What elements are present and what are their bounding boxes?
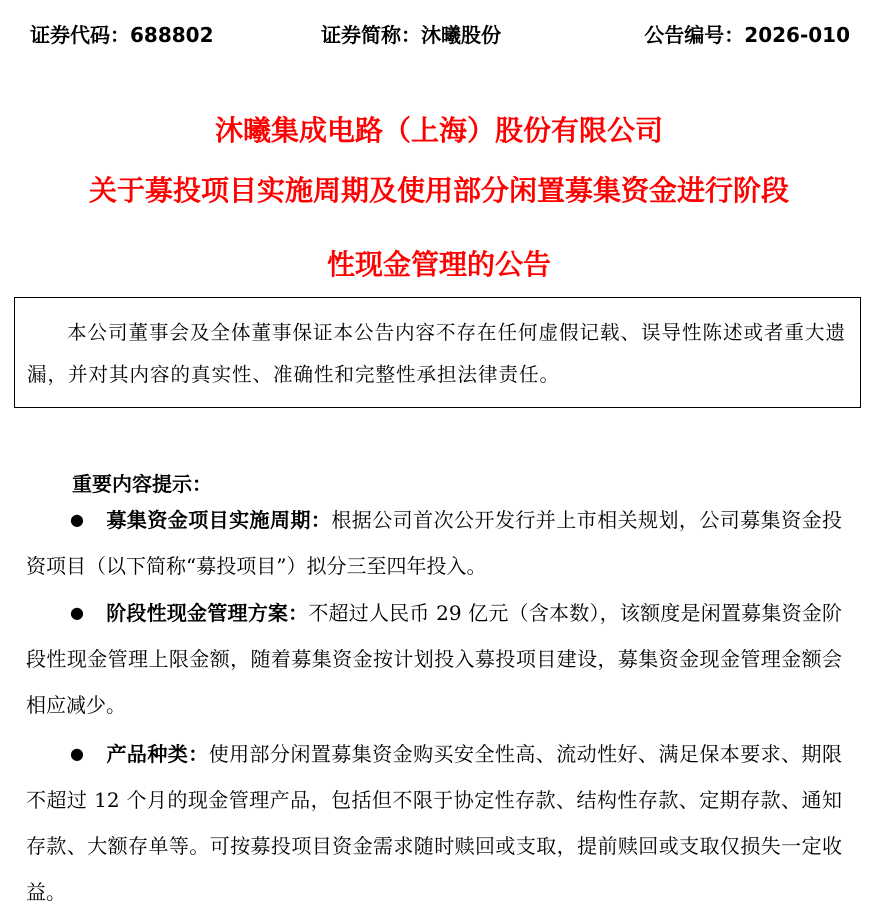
stock-abbreviation: 证券简称：沐曦股份: [321, 23, 501, 47]
key-points-heading: 重要内容提示：: [72, 472, 212, 496]
key-point-label: 产品种类：: [106, 742, 209, 766]
key-point-text: 使用部分闲置募集资金购买安全性高、流动性好、满足保本要求、期限不超过 12 个月的现金管理产品，包括但不限于协定性存款、结构性存款、定期存款、通知存款、大额存单等。可按募投项目资金需求随时赎回或支取，提前赎回或支取仅损失一定收益。: [26, 742, 843, 904]
bullet-icon: ●: [70, 603, 84, 622]
announcement-title-line-2: 性现金管理的公告: [326, 248, 551, 281]
board-statement-box: [14, 297, 861, 408]
bullet-icon: ●: [70, 744, 84, 763]
stock-code: 证券代码：688802: [30, 23, 214, 47]
announcement-title-line-1: 关于募投项目实施周期及使用部分闲置募集资金进行阶段: [88, 174, 789, 207]
key-point-item: [26, 731, 842, 915]
key-point-label: 募集资金项目实施周期：: [106, 508, 332, 532]
key-point-item: [26, 497, 842, 589]
announcement-number: 公告编号：2026-010: [644, 23, 850, 47]
key-point-item: [26, 590, 842, 728]
board-statement-text: 本公司董事会及全体董事保证本公告内容不存在任何虚假记载、误导性陈述或者重大遗漏，并对其内容的真实性、准确性和完整性承担法律责任。: [27, 321, 847, 386]
announcement-header: [30, 19, 850, 49]
key-point-text: 根据公司首次公开发行并上市相关规划，公司募集资金投资项目（以下简称“募投项目”）拟分三至四年投入。: [26, 508, 843, 578]
key-point-text: 不超过人民币 29 亿元（含本数），该额度是闲置募集资金阶段性现金管理上限金额，随着募集资金按计划投入募投项目建设，募集资金现金管理金额会相应减少。: [26, 601, 842, 717]
key-point-label: 阶段性现金管理方案：: [106, 601, 309, 625]
company-name-title: 沐曦集成电路（上海）股份有限公司: [214, 114, 663, 147]
bullet-icon: ●: [70, 510, 84, 529]
